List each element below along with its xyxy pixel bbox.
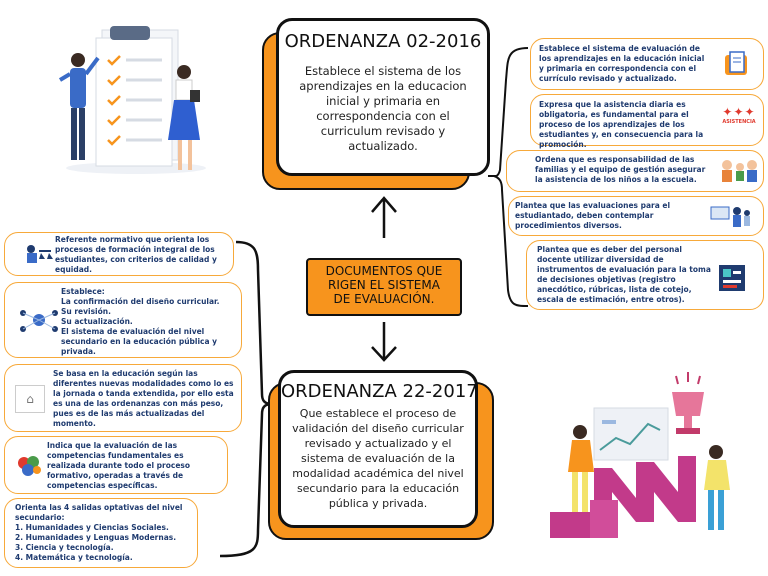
left-card-5-text [15,503,195,563]
justice-icon [21,241,53,267]
top-ordenanza-title: ORDENANZA 02-2016 [284,31,482,52]
network-icon [17,305,61,335]
list-item: El sistema de evaluación del nivel secundario en la educación pública y privada. [61,327,218,356]
attendance-icon: ✦✦✦ ASISTENCIA [722,105,756,125]
right-card-3-text: Ordena que es responsabilidad de las familias y el equipo de gestión asegurar la asistencia de los niños a la escuela. [535,155,706,184]
list-item: La confirmación del diseño curricular. [61,297,220,306]
left-card-5 [4,498,198,568]
top-ordenanza-desc: Establece el sistema de los aprendizajes en la educacion inicial y primaria en correspondencia con el curriculum revisado y actualizado. [299,64,467,153]
right-card-5 [526,240,764,310]
family-icon [719,157,761,187]
attendance-badge: ASISTENCIA [722,119,756,125]
brain-icon [15,453,43,479]
right-card-4-text: Plantea que las evaluaciones para el estudiantado, deben contemplar procedimientos diversos. [515,201,671,230]
list-item: Su actualización. [61,317,133,326]
left-card-5-list [15,523,195,563]
right-card-1-text: Establece el sistema de evaluación de los aprendizajes en la educación inicial y primaria en correspondencia con el currículo revisado y actualizado. [539,44,705,83]
arrow-down [372,322,396,360]
left-card-2-intro: Establece: [61,287,105,296]
left-card-5-intro: Orienta las 4 salidas optativas del nivel secundario: [15,503,183,522]
left-card-4-text: Indica que la evaluación de las competencias fundamentales es realizada durante todo el proceso formativo, operadas a través de competencias específicas. [47,441,191,490]
right-card-1 [530,38,764,90]
right-card-4 [508,196,764,236]
list-item: 2. Humanidades y Lenguas Modernas. [15,533,177,542]
list-item: 3. Ciencia y tecnología. [15,543,114,552]
award-illustration [544,372,760,542]
checklist-illustration [58,20,208,180]
center-topic-box [306,258,462,316]
top-ordenanza-box [276,18,490,176]
right-card-5-text: Plantea que es deber del personal docente utilizar diversidad de instrumentos de evaluación para la toma de decisiones objetivas (registro anecdótico, rúbricas, lista de cotejo, escala de estimación, entre otros). [537,245,711,304]
left-card-1-text: Referente normativo que orienta los procesos de formación integral de los estudiantes, con criterios de calidad y equidad. [55,235,217,274]
right-card-2 [530,94,764,149]
right-card-2-text: Expresa que la asistencia diaria es obligatoria, es fundamental para el proceso de los aprendizajes de los estudiantes y, en consecuencia para la promoción. [539,100,704,149]
bottom-ordenanza-desc: Que establece el proceso de validación del diseño curricular revisado y actualizado y el sistema de evaluación de la modalidad académica del nivel secundario para la educación pública y privada. [292,407,464,510]
camera-icon: ⌂ [15,385,45,413]
right-card-3 [506,150,764,192]
center-line-2: RIGEN EL SISTEMA [328,278,440,292]
left-card-3 [4,364,242,432]
left-card-3-text: Se basa en la educación según las diferentes nuevas modalidades como lo es la jornada o tanda extendida, por ello esta es una de las ordenanzas con más peso, pues es de las más actualizadas del momento. [53,369,234,428]
instruments-icon [717,261,751,295]
left-card-4 [4,436,228,494]
bottom-ordenanza-box [278,370,478,528]
left-card-2 [4,282,242,358]
list-item: 4. Matemática y tecnología. [15,553,133,562]
list-item: Su revisión. [61,307,111,316]
left-card-2-list [61,297,237,357]
bottom-ordenanza-title: ORDENANZA 22-2017 [281,381,478,402]
arrow-up [372,198,396,238]
center-line-3: DE EVALUACIÓN. [333,292,435,306]
list-item: 1. Humanidades y Ciencias Sociales. [15,523,169,532]
left-card-2-text [61,287,237,357]
document-icon [721,49,751,79]
students-icon [709,203,753,231]
center-line-1: DOCUMENTOS QUE [325,264,443,278]
left-card-1 [4,232,234,276]
